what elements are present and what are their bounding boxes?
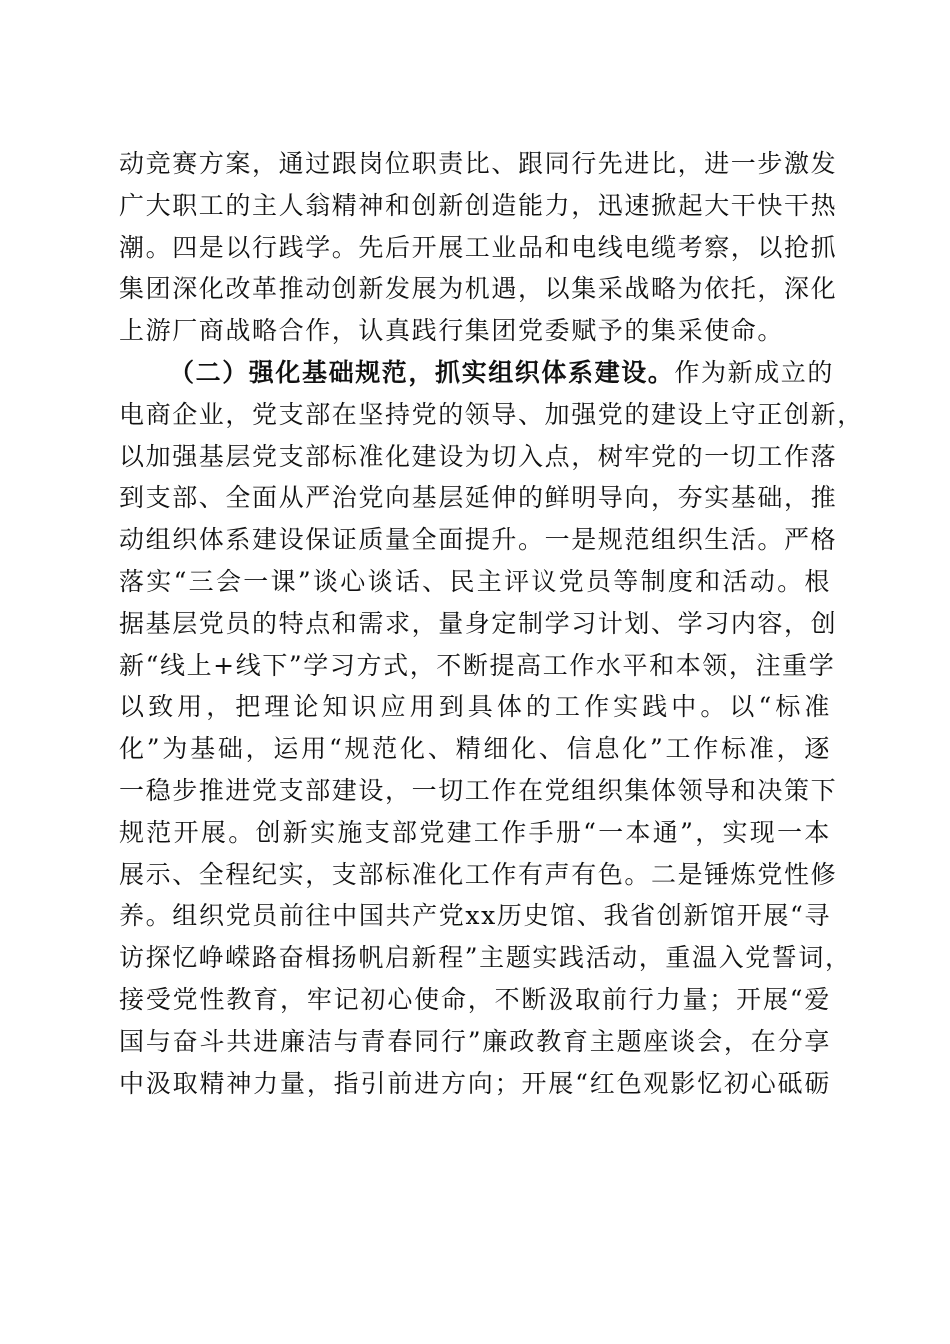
text-line: 上游厂商战略合作，认真践行集团党委赋予的集采使命。: [119, 316, 785, 346]
text-line: 广大职工的主人翁精神和创新创造能力，迅速掀起大干快干热: [119, 190, 838, 220]
text-line: 据基层党员的特点和需求，量身定制学习计划、学习内容，创: [119, 608, 838, 638]
text-line: 一稳步推进党支部建设，一切工作在党组织集体领导和决策下: [119, 775, 838, 805]
text-line: 规范开展。创新实施支部党建工作手册“一本通”，实现一本: [119, 817, 831, 847]
text-line: 电商企业，党支部在坚持党的领导、加强党的建设上守正创新，: [119, 399, 864, 429]
body-text: [119, 143, 864, 1104]
text-line: 动组织体系建设保证质量全面提升。一是规范组织生活。严格: [119, 525, 838, 555]
text-line: 新“线上+线下”学习方式，不断提高工作水平和本领，注重学: [119, 650, 836, 680]
text-line: 潮。四是以行践学。先后开展工业品和电线电缆考察，以抢抓: [119, 232, 838, 262]
text-line: 国与奋斗共进廉洁与青春同行”廉政教育主题座谈会，在分享: [119, 1026, 831, 1056]
text-line: 以加强基层党支部标准化建设为切入点，树牢党的一切工作落: [119, 441, 838, 471]
text-line: 到支部、全面从严治党向基层延伸的鲜明导向，夯实基础，推: [119, 483, 838, 513]
text-line: 落实“三会一课”谈心谈话、民主评议党员等制度和活动。根: [119, 566, 831, 596]
text-line: 以致用，把理论知识应用到具体的工作实践中。以“标准: [119, 692, 831, 722]
text-line: 养。组织党员前往中国共产党xx历史馆、我省创新馆开展“寻: [119, 901, 831, 931]
text-line: 化”为基础，运用“规范化、精细化、信息化”工作标准，逐: [119, 734, 831, 764]
section-heading-line: [119, 352, 835, 394]
text-line: 接受党性教育，牢记初心使命，不断汲取前行力量；开展“爱: [119, 984, 831, 1014]
text-line: 访探忆峥嵘路奋楫扬帆启新程”主题实践活动，重温入党誓词，: [119, 943, 852, 973]
section-heading-continuation: 作为新成立的: [674, 357, 835, 387]
text-line: 展示、全程纪实，支部标准化工作有声有色。二是锤炼党性修: [119, 859, 838, 889]
text-line: 集团深化改革推动创新发展为机遇，以集采战略为依托，深化: [119, 274, 838, 304]
section-heading: （二）强化基础规范，抓实组织体系建设。: [169, 357, 675, 387]
text-line: 动竞赛方案，通过跟岗位职责比、跟同行先进比，进一步激发: [119, 149, 838, 178]
text-line: 中汲取精神力量，指引前进方向；开展“红色观影忆初心砥砺: [119, 1068, 831, 1098]
